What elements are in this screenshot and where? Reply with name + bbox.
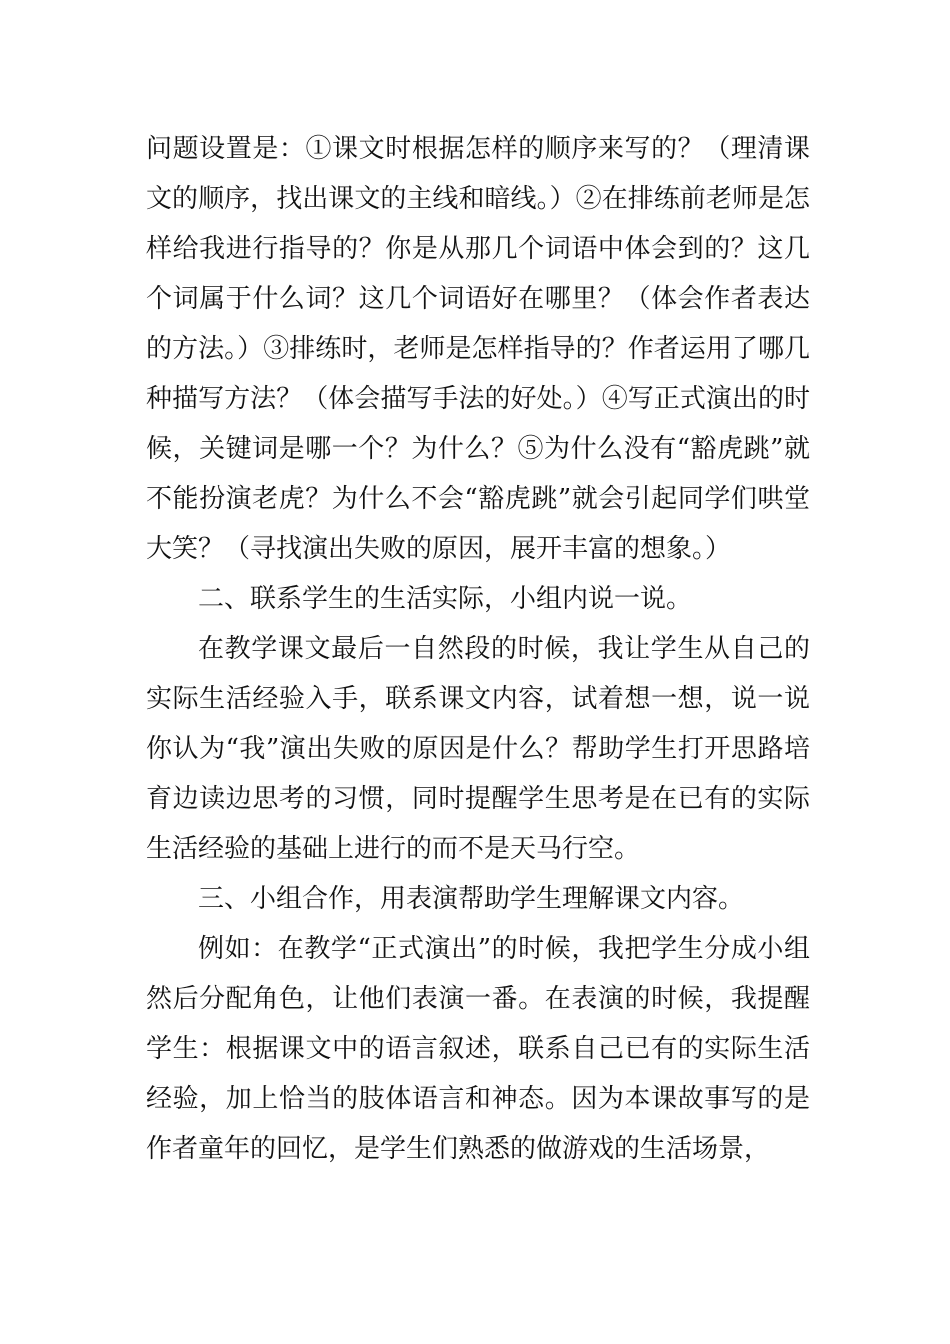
document-body	[146, 124, 810, 1174]
paragraph-heading-two: 二、联系学生的生活实际，小组内说一说。	[198, 584, 693, 614]
paragraph-performance-example: 例如：在教学“正式演出”的时候，我把学生分成小组然后分配角色，让他们表演一番。在表演的时候，我提醒学生：根据课文中的语言叙述，联系自己已有的实际生活经验，加上恰当的肢体语言和神态。因为本课故事写的是作者童年的回忆，是学生们熟悉的做游戏的生活场景，	[146, 934, 810, 1164]
paragraph-question-list: 问题设置是：①课文时根据怎样的顺序来写的？（理清课文的顺序，找出课文的主线和暗线。）②在排练前老师是怎样给我进行指导的？你是从那几个词语中体会到的？这几个词属于什么词？这几个词语好在哪里？（体会作者表达的方法。）③排练时，老师是怎样指导的？作者运用了哪几种描写方法？（体会描写手法的好处。）④写正式演出的时候，关键词是哪一个？为什么？⑤为什么没有“豁虎跳”就不能扮演老虎？为什么不会“豁虎跳”就会引起同学们哄堂大笑？（寻找演出失败的原因，展开丰富的想象。）	[146, 134, 810, 564]
paragraph-heading-three: 三、小组合作，用表演帮助学生理解课文内容。	[198, 884, 745, 914]
paragraph-teaching-last-section: 在教学课文最后一自然段的时候，我让学生从自己的实际生活经验入手，联系课文内容，试着想一想，说一说你认为“我”演出失败的原因是什么？帮助学生打开思路培育边读边思考的习惯，同时提醒学生思考是在已有的实际生活经验的基础上进行的而不是天马行空。	[146, 634, 810, 864]
